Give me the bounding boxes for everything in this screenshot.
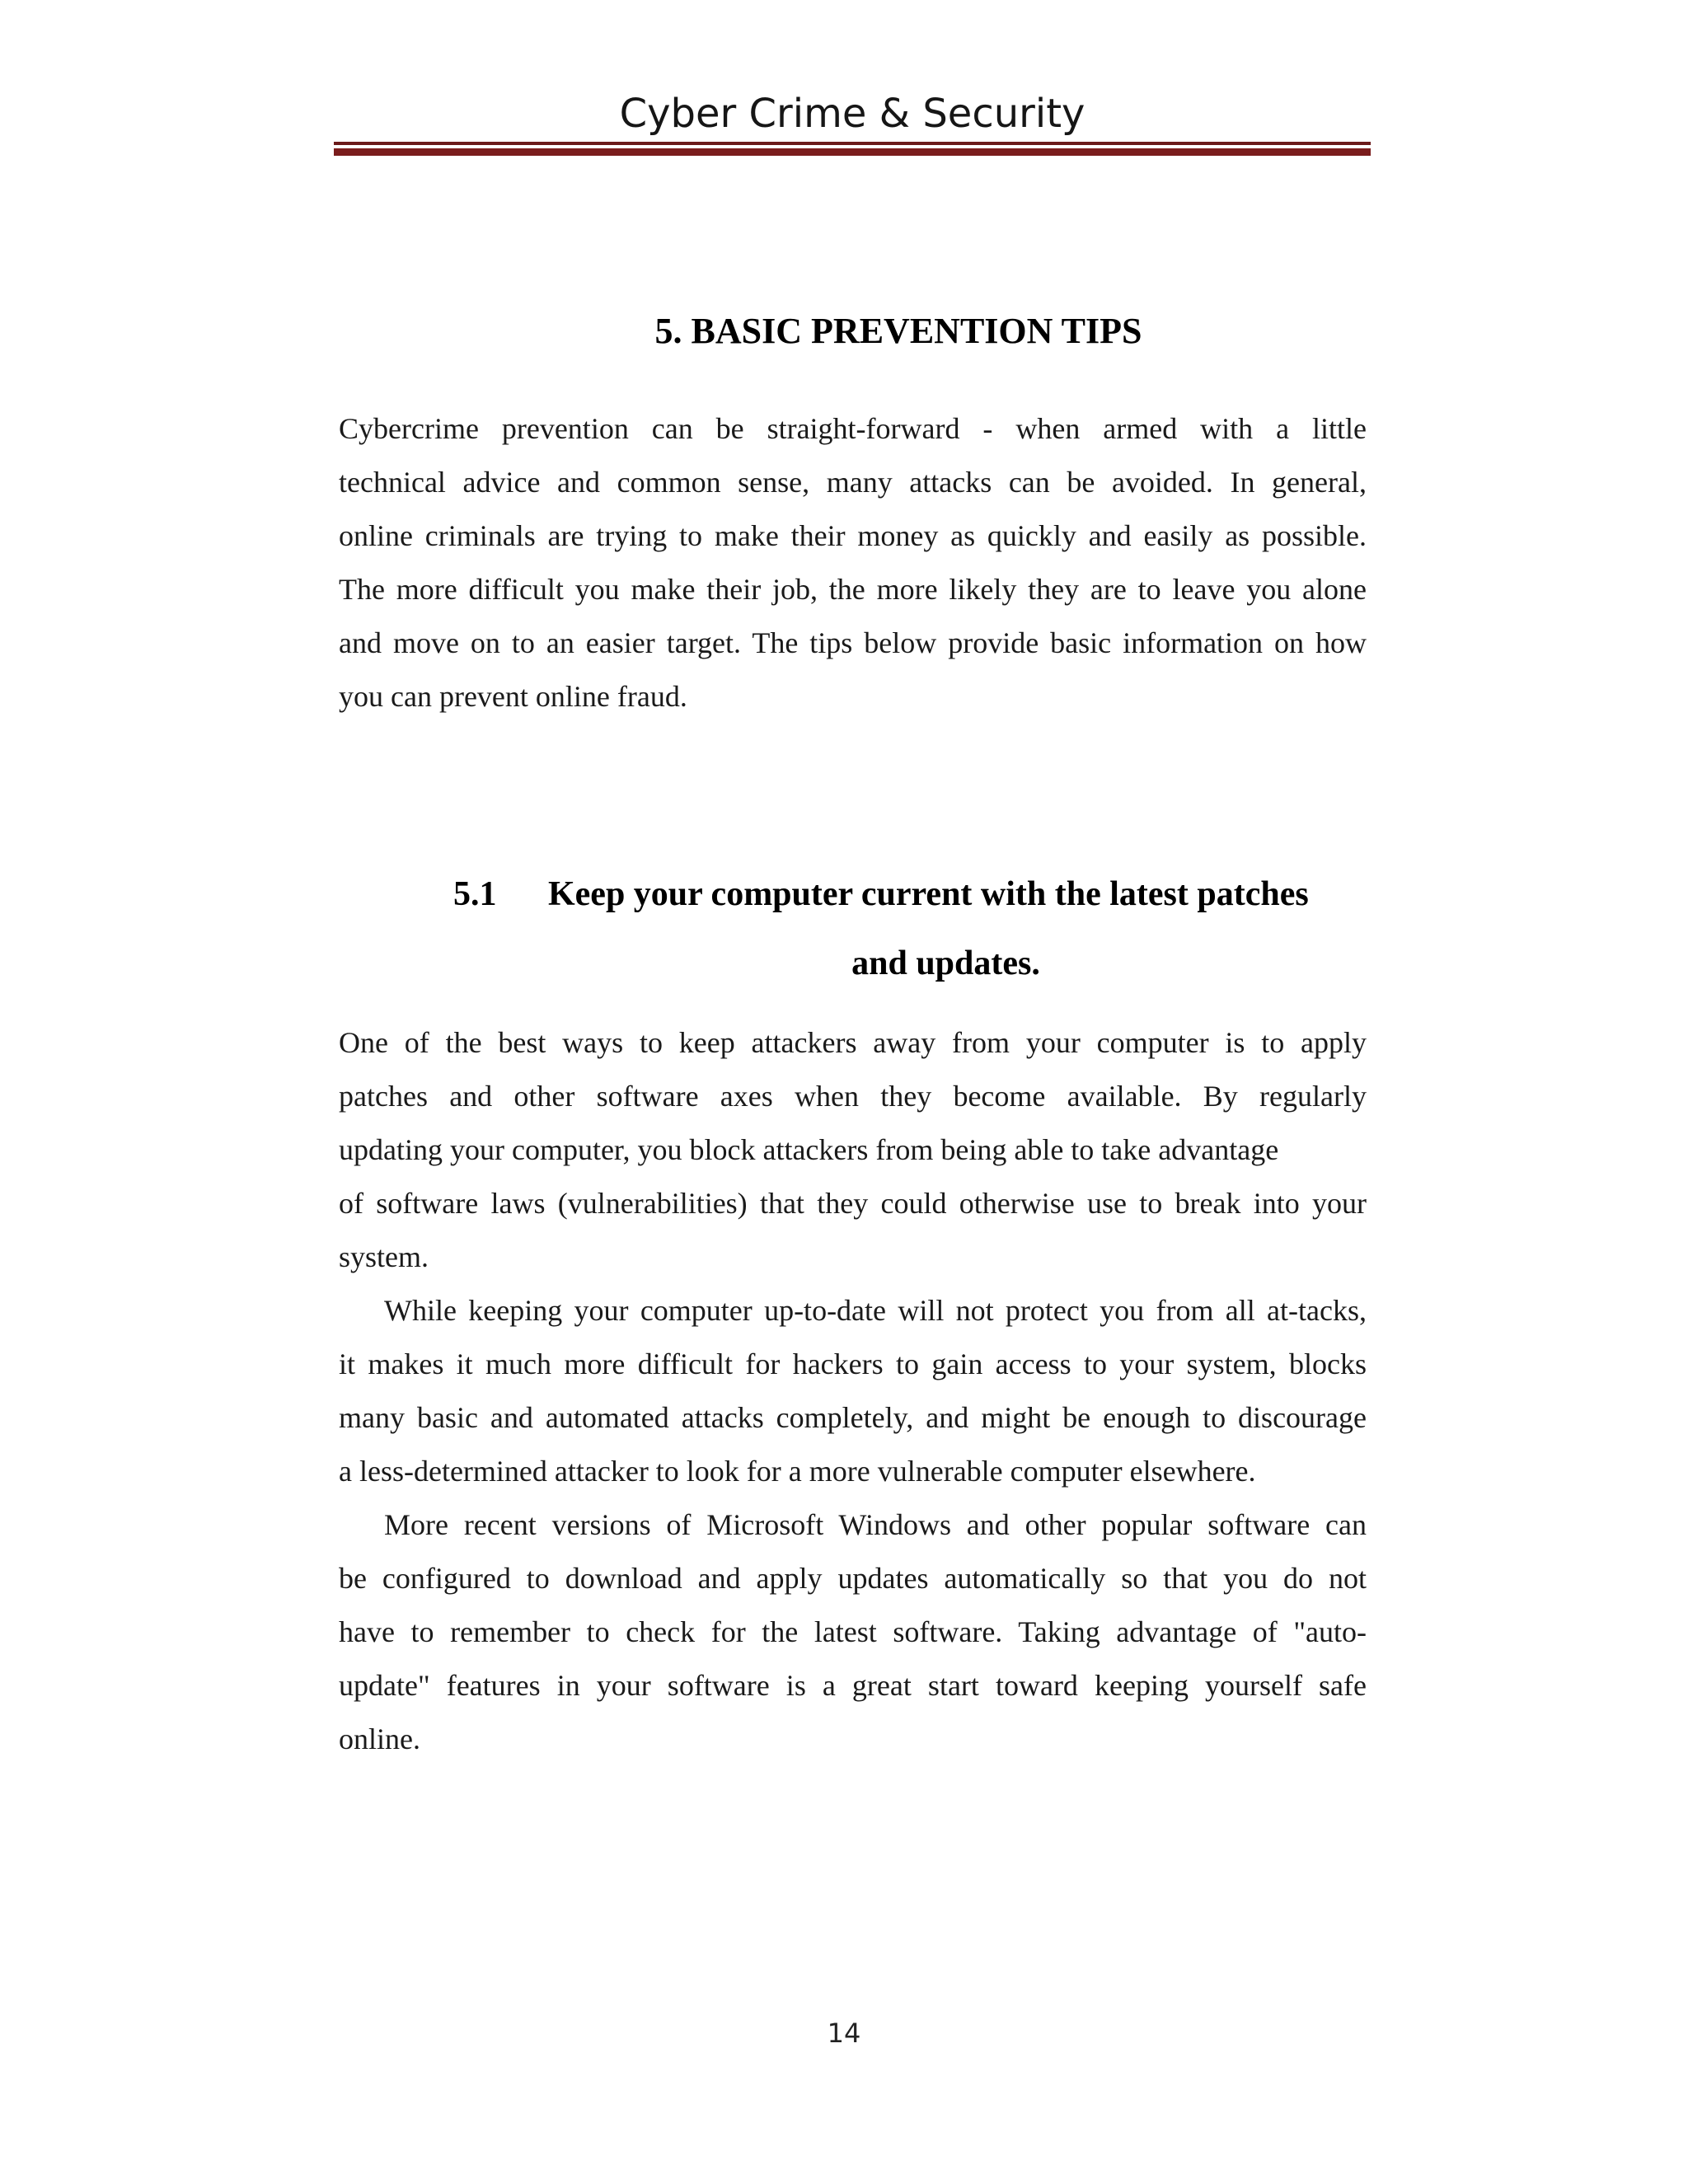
chapter-title: 5. BASIC PREVENTION TIPS xyxy=(654,311,1142,351)
paragraph-line: a less-determined attacker to look for a more vulnerable computer elsewhere. xyxy=(339,1455,1256,1488)
section-title-line-1: Keep your computer current with the latest patches xyxy=(548,875,1309,913)
section-paragraph-1 xyxy=(339,1016,1367,1284)
section-number: 5.1 xyxy=(453,875,497,913)
intro-line: technical advice and common sense, many attacks can be avoided. In general, xyxy=(339,466,1367,499)
intro-line: online criminals are trying to make their money as quickly and easily as possible. xyxy=(339,519,1367,552)
paragraph-line: updating your computer, you block attackers from being able to take advantage xyxy=(339,1133,1279,1166)
paragraph-line: patches and other software axes when they become available. By regularly xyxy=(339,1080,1367,1113)
paragraph-line: online. xyxy=(339,1722,420,1755)
paragraph-line: it makes it much more difficult for hackers to gain access to your system, blocks xyxy=(339,1347,1367,1380)
intro-line: Cybercrime prevention can be straight-forward - when armed with a little xyxy=(339,412,1367,445)
section-paragraph-2 xyxy=(339,1284,1367,1498)
intro-line: and move on to an easier target. The tips below provide basic information on how xyxy=(339,626,1367,659)
page-number: 14 xyxy=(827,2018,861,2049)
paragraph-line: of software laws (vulnerabilities) that they could otherwise use to break into your xyxy=(339,1187,1367,1220)
paragraph-line: system. xyxy=(339,1240,429,1273)
section-body xyxy=(339,1016,1367,1766)
paragraph-line: have to remember to check for the latest software. Taking advantage of "auto- xyxy=(339,1615,1367,1648)
paragraph-line: update" features in your software is a great start toward keeping yourself safe xyxy=(339,1669,1367,1702)
intro-paragraph xyxy=(339,402,1367,724)
paragraph-line: More recent versions of Microsoft Windows and other popular software can xyxy=(384,1508,1367,1541)
paragraph-line: While keeping your computer up-to-date will not protect you from all at-tacks, xyxy=(384,1294,1367,1327)
section-paragraph-3 xyxy=(339,1498,1367,1766)
paragraph-line: be configured to download and apply updates automatically so that you do not xyxy=(339,1562,1367,1595)
paragraph-line: many basic and automated attacks completely, and might be enough to discourage xyxy=(339,1401,1367,1434)
running-header-title: Cyber Crime & Security xyxy=(619,91,1085,137)
intro-line: The more difficult you make their job, the more likely they are to leave you alone xyxy=(339,573,1367,606)
section-heading xyxy=(453,860,1372,998)
header-rule-thin xyxy=(334,142,1371,145)
section-title-line-2: and updates. xyxy=(851,944,1040,982)
paragraph-line: One of the best ways to keep attackers away from your computer is to apply xyxy=(339,1026,1367,1059)
header-rule-thick xyxy=(334,148,1371,156)
intro-line: you can prevent online fraud. xyxy=(339,680,687,713)
